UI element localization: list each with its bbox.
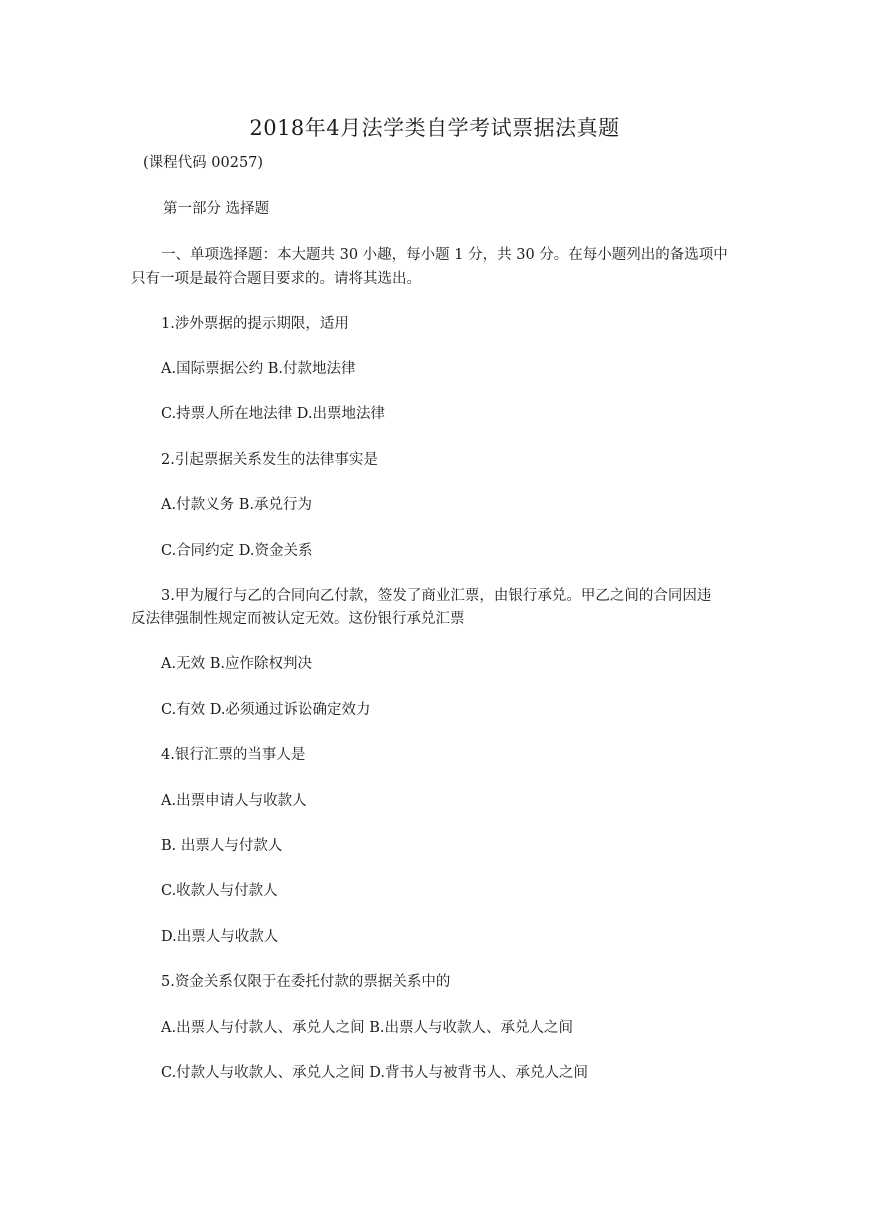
- page-title: 2018年4月法学类自学考试票据法真题: [249, 116, 620, 140]
- question-1-option-row-2: C.持票人所在地法律 D.出票地法律: [161, 406, 386, 422]
- question-3-option-row-2: C.有效 D.必须通过诉讼确定效力: [161, 702, 371, 718]
- section-intro-line-2: 只有一项是最符合题目要求的。请将其选出。: [131, 271, 421, 287]
- question-3-stem-line-1: 3.甲为履行与乙的合同向乙付款，签发了商业汇票，由银行承兑。甲乙之间的合同因违: [161, 588, 712, 604]
- course-code: (课程代码 00257): [143, 155, 264, 171]
- question-4-option-b: B. 出票人与付款人: [161, 838, 283, 854]
- question-5-stem: 5.资金关系仅限于在委托付款的票据关系中的: [161, 974, 451, 990]
- question-4-option-d: D.出票人与收款人: [161, 929, 279, 945]
- question-2-option-row-1: A.付款义务 B.承兑行为: [161, 497, 312, 513]
- section-intro-line-1: 一、单项选择题：本大题共 30 小趣，每小题 1 分，共 30 分。在每小题列出的备选项中: [161, 247, 728, 263]
- question-2-stem: 2.引起票据关系发生的法律事实是: [161, 452, 378, 468]
- question-4-option-a: A.出票申请人与收款人: [161, 793, 307, 809]
- question-1-stem: 1.涉外票据的提示期限，适用: [161, 316, 349, 332]
- question-3-option-row-1: A.无效 B.应作除权判决: [161, 656, 312, 672]
- question-4-stem: 4.银行汇票的当事人是: [161, 747, 306, 763]
- question-5-option-row-1: A.出票人与付款人、承兑人之间 B.出票人与收款人、承兑人之间: [161, 1020, 573, 1036]
- question-2-option-row-2: C.合同约定 D.资金关系: [161, 543, 313, 559]
- question-4-option-c: C.收款人与付款人: [161, 883, 278, 899]
- part-heading: 第一部分 选择题: [163, 201, 270, 217]
- question-1-option-row-1: A.国际票据公约 B.付款地法律: [161, 361, 356, 377]
- question-5-option-row-2: C.付款人与收款人、承兑人之间 D.背书人与被背书人、承兑人之间: [161, 1065, 589, 1081]
- question-3-stem-line-2: 反法律强制性规定而被认定无效。这份银行承兑汇票: [131, 611, 465, 627]
